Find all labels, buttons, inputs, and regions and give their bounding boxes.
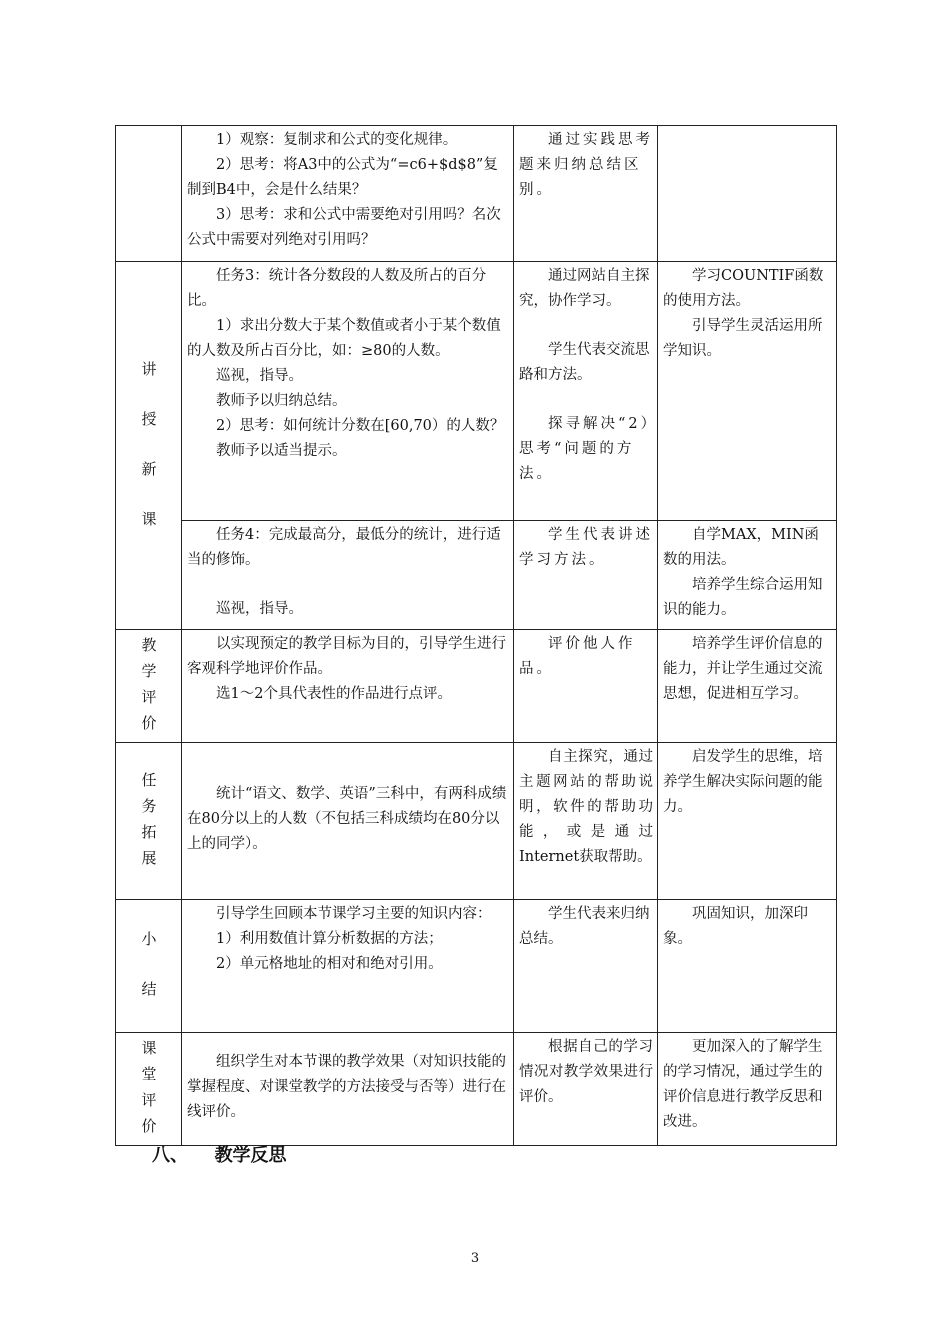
intent-line: 学习COUNTIF函数的使用方法。 (663, 268, 824, 309)
process-line: 2）思考：如何统计分数在[60,70）的人数？ (216, 418, 505, 434)
teaching-process-cell (182, 521, 514, 630)
process-line: 巡视，指导。 (216, 601, 303, 617)
teaching-process-cell (182, 743, 514, 900)
table-row (116, 262, 837, 521)
teaching-process-cell (182, 262, 514, 521)
section-heading (152, 1141, 287, 1167)
student-activity-cell (514, 630, 658, 743)
student-line: 根据自己的学习情况对教学效果进行评价。 (519, 1039, 653, 1105)
process-line: 任务3：统计各分数段的人数及所占的百分比。 (187, 268, 487, 309)
teaching-process-cell (182, 630, 514, 743)
design-intent-cell (658, 126, 837, 262)
student-line: 学生代表来归纳总结。 (519, 906, 650, 947)
intent-line: 更加深入的了解学生的学习情况，通过学生的评价信息进行教学反思和改进。 (663, 1039, 823, 1130)
process-line: 1）求出分数大于某个数值或者小于某个数值的人数及所占百分比，如：≥80的人数。 (187, 318, 501, 359)
process-line: 以实现预定的教学目标为目的，引导学生进行客观科学地评价作品。 (187, 636, 506, 677)
student-line: 学生代表讲述学习方法。 (519, 527, 653, 568)
process-line: 选1～2个具代表性的作品进行点评。 (216, 686, 452, 702)
intent-line: 培养学生综合运用知识的能力。 (663, 577, 823, 618)
teaching-process-cell (182, 900, 514, 1033)
process-line: 教师予以适当提示。 (216, 443, 347, 459)
table-row (116, 1033, 837, 1146)
table-row (116, 630, 837, 743)
student-activity-cell (514, 1033, 658, 1146)
design-intent-cell (658, 900, 837, 1033)
section-number: 八、 (152, 1145, 188, 1166)
student-activity-cell (514, 743, 658, 900)
process-line: 1）观察：复制求和公式的变化规律。 (216, 132, 458, 148)
intent-line: 启发学生的思维，培养学生解决实际问题的能力。 (663, 749, 823, 815)
design-intent-cell (658, 743, 837, 900)
table-row (116, 743, 837, 900)
intent-line: 自学MAX，MIN函数的用法。 (663, 527, 819, 568)
process-line: 任务4：完成最高分，最低分的统计，进行适当的修饰。 (187, 527, 501, 568)
process-line: 教师予以归纳总结。 (216, 393, 347, 409)
intent-line: 引导学生灵活运用所学知识。 (663, 318, 823, 359)
lesson-plan-table (115, 125, 837, 1146)
student-line: 通过网站自主探究，协作学习。 (519, 268, 650, 309)
design-intent-cell (658, 1033, 837, 1146)
table-row (116, 521, 837, 630)
process-line: 引导学生回顾本节课学习主要的知识内容： (216, 906, 492, 922)
student-activity-cell (514, 521, 658, 630)
student-activity-cell (514, 126, 658, 262)
student-line: 通过实践思考题来归纳总结区别。 (519, 132, 653, 198)
intent-line: 培养学生评价信息的能力，并让学生通过交流思想，促进相互学习。 (663, 636, 823, 702)
process-line: 统计“语文、数学、英语”三科中，有两科成绩在80分以上的人数（不包括三科成绩均在80分以上的同学）。 (187, 785, 507, 852)
design-intent-cell (658, 630, 837, 743)
student-line: 学生代表交流思路和方法。 (519, 342, 650, 383)
section-title: 教学反思 (214, 1145, 287, 1166)
teaching-process-cell (182, 126, 514, 262)
process-line: 组织学生对本节课的教学效果（对知识技能的掌握程度、对课堂教学的方法接受与否等）进行在线评价。 (187, 1053, 506, 1120)
design-intent-cell (658, 262, 837, 521)
student-line: 探寻解决“2）思考“问题的方法。 (519, 416, 651, 482)
intent-line: 巩固知识，加深印象。 (663, 906, 808, 947)
row-label-lecture: 讲 授 新 课 (116, 262, 182, 630)
teaching-process-cell (182, 1033, 514, 1146)
student-activity-cell (514, 900, 658, 1033)
process-line: 2）思考：将A3中的公式为“=c6+$d$8”复制到B4中，会是什么结果？ (187, 157, 498, 198)
student-activity-cell (514, 262, 658, 521)
row-label-summary: 小 结 (116, 900, 182, 1033)
table-row (116, 126, 837, 262)
row-label-empty (116, 126, 182, 262)
table-row (116, 900, 837, 1033)
student-line: 评价他人作品。 (519, 636, 636, 677)
row-label-teaching-evaluation: 教 学 评 价 (116, 630, 182, 743)
process-line: 2）单元格地址的相对和绝对引用。 (216, 956, 443, 972)
page-number: 3 (470, 1251, 480, 1266)
row-label-class-evaluation: 课 堂 评 价 (116, 1033, 182, 1146)
design-intent-cell (658, 521, 837, 630)
student-line: 自主探究，通过主题网站的帮助说明，软件的帮助功能，或是通过Internet获取帮助。 (519, 749, 653, 865)
row-label-task-extension: 任 务 拓 展 (116, 743, 182, 900)
process-line: 巡视，指导。 (216, 368, 303, 384)
process-line: 1）利用数值计算分析数据的方法； (216, 931, 443, 947)
process-line: 3）思考：求和公式中需要绝对引用吗？名次公式中需要对列绝对引用吗？ (187, 207, 501, 248)
